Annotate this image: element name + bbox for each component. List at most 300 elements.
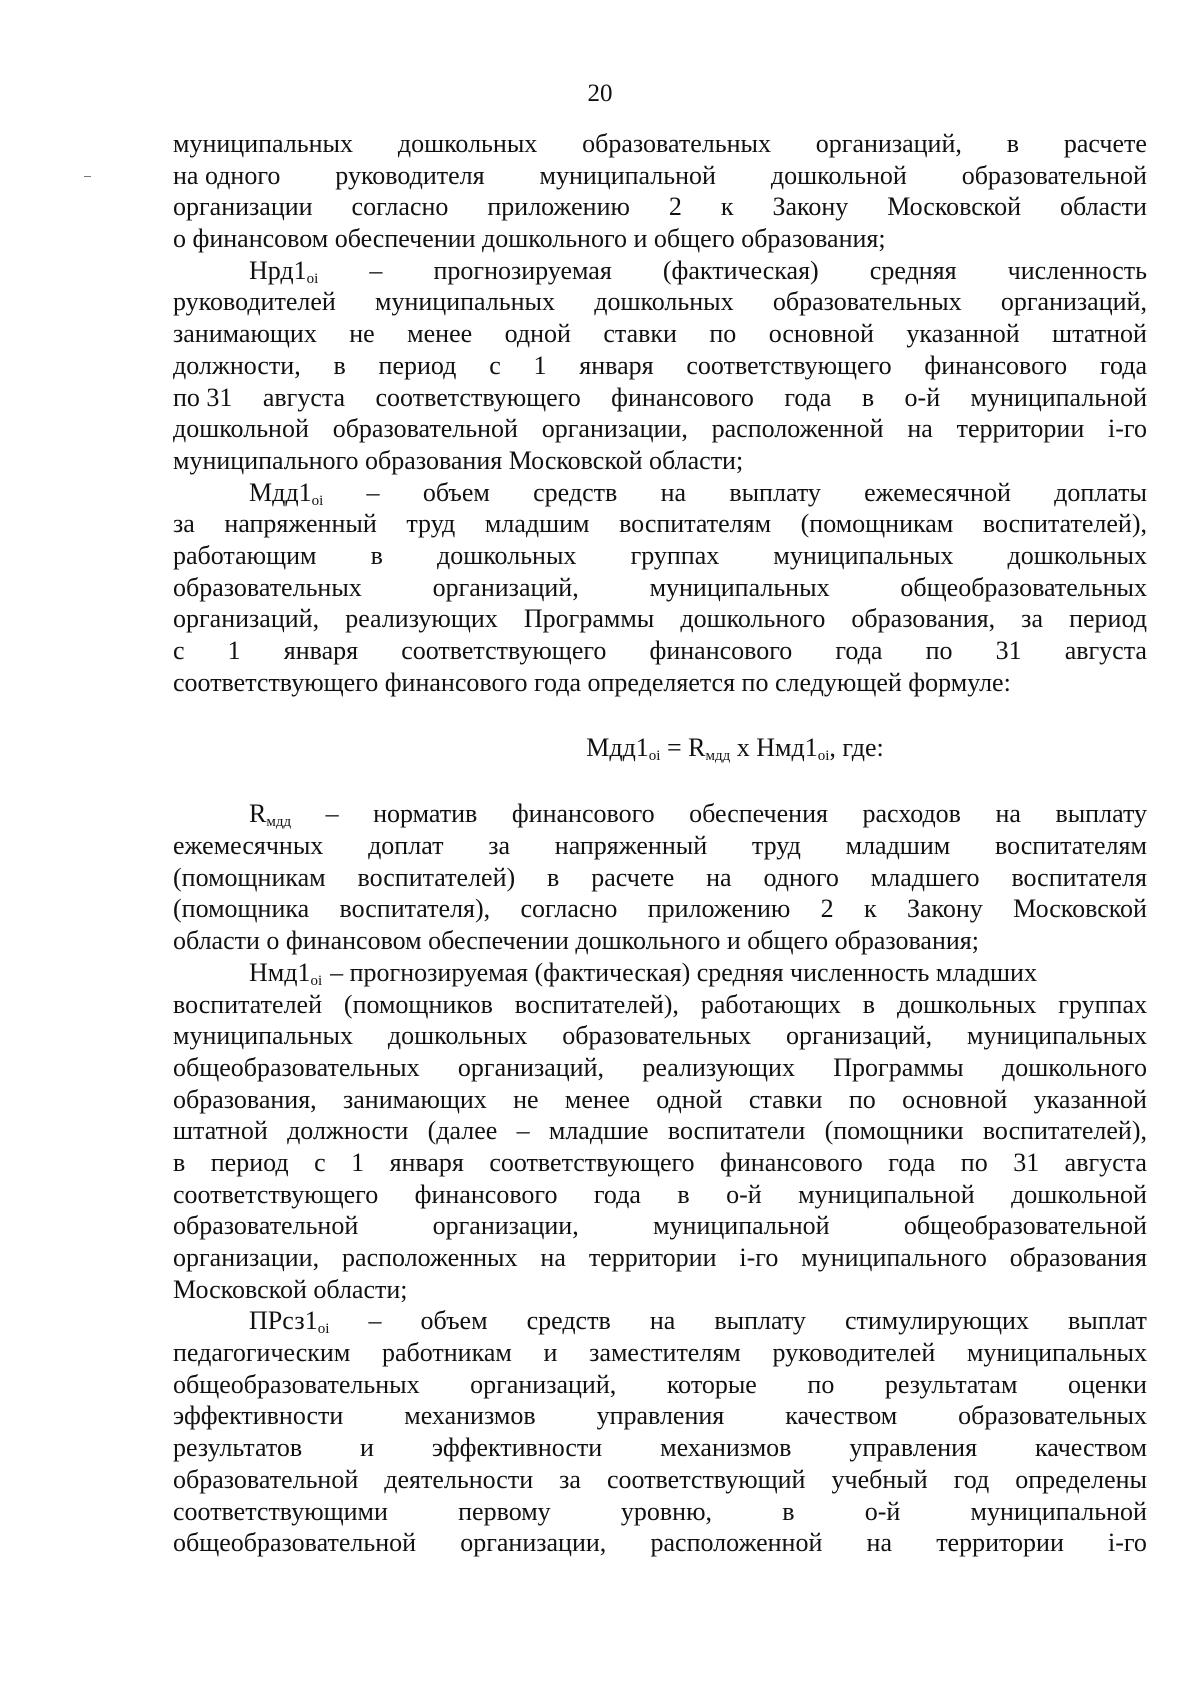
word: января <box>579 350 654 380</box>
word: дошкольной <box>1011 1179 1147 1209</box>
word: штатной <box>1052 319 1147 349</box>
word: – прогнозируемая (фактическая) средняя численность младших <box>330 957 1037 987</box>
word: финансового <box>720 1147 863 1177</box>
word: руководителя <box>335 160 485 190</box>
text-line <box>173 540 1147 572</box>
word: Московской <box>1013 894 1147 924</box>
word: образовательной <box>173 1464 359 1494</box>
word: воспитателям <box>619 509 772 539</box>
word: воспитателей), <box>982 509 1147 539</box>
word: муниципальной <box>539 160 716 190</box>
text-line <box>173 1274 1147 1306</box>
word: год <box>953 1464 990 1494</box>
word: организаций, <box>1000 287 1147 317</box>
text-line <box>173 1369 1147 1401</box>
word: образовательных <box>173 572 362 602</box>
word: работающим <box>173 540 317 570</box>
text-line <box>173 572 1147 604</box>
word: и <box>360 1433 374 1463</box>
word: расчете <box>591 862 675 892</box>
word: Московской области; <box>173 1274 408 1304</box>
word: муниципальных <box>173 129 354 158</box>
word: средняя <box>869 255 957 285</box>
word: территории <box>936 1528 1064 1558</box>
word: штатной <box>173 1116 268 1146</box>
term: R <box>688 733 706 763</box>
word: Программы <box>833 1052 964 1082</box>
word: выплату <box>729 477 821 507</box>
word: образования <box>1009 1243 1147 1272</box>
definition-line <box>173 477 1147 509</box>
word: финансового <box>649 636 793 665</box>
word: ежемесячных <box>173 831 324 861</box>
word: не <box>513 1084 539 1114</box>
word: по 31 <box>173 382 233 412</box>
text-line <box>173 925 1147 957</box>
word: указанной <box>906 319 1020 349</box>
word: Закону <box>772 192 849 222</box>
word: за <box>1021 604 1043 634</box>
word: одного <box>763 862 839 892</box>
word: воспитателя), <box>339 894 491 924</box>
word: общеобразовательной <box>903 1211 1147 1241</box>
word: расходов <box>862 799 961 829</box>
word: выплату <box>714 1306 806 1336</box>
word: организаций, <box>457 1052 605 1082</box>
word: – <box>366 477 380 507</box>
word: согласно <box>351 192 449 222</box>
word: муниципальных <box>375 287 556 317</box>
text-line <box>173 1052 1147 1084</box>
word: доплаты <box>1054 477 1147 507</box>
text-line <box>173 1337 1147 1369</box>
word: менее <box>564 1084 630 1114</box>
word: муниципальной <box>653 1211 830 1241</box>
body-text <box>173 128 1147 1559</box>
word: образовательных <box>562 1021 752 1051</box>
word: дошкольных <box>437 540 577 570</box>
text-line <box>173 989 1147 1021</box>
word: воспитатели <box>667 1116 806 1146</box>
word: – <box>325 799 339 829</box>
word: норматив <box>373 799 478 829</box>
word: младшим <box>484 509 590 539</box>
word: механизмов <box>404 1401 536 1431</box>
text-line <box>173 160 1147 192</box>
definition-line <box>173 798 1147 830</box>
word: качеством <box>785 1401 898 1431</box>
term <box>249 477 323 509</box>
word: муниципальных <box>966 1021 1147 1051</box>
word: расположенной <box>711 414 884 444</box>
word: (помощника <box>173 894 310 924</box>
word: – <box>516 1116 530 1146</box>
word: механизмов <box>660 1433 792 1463</box>
text-line <box>173 893 1147 925</box>
word: организации <box>173 192 313 222</box>
word: за <box>488 831 511 861</box>
word: организаций, <box>470 1369 617 1399</box>
term <box>249 1305 329 1337</box>
word: организации, <box>541 414 688 444</box>
text-line <box>173 862 1147 894</box>
word: – <box>369 255 383 285</box>
word: (фактическая) <box>662 255 819 285</box>
text-line <box>173 223 1147 255</box>
word: работающих <box>700 989 841 1019</box>
word: августа <box>1064 1147 1147 1177</box>
word: муниципального образования Московской области; <box>173 445 744 475</box>
word: общеобразовательных <box>173 1369 420 1399</box>
word: 2 <box>820 894 834 924</box>
word: расположенной <box>650 1528 823 1558</box>
word: с <box>173 636 185 665</box>
word: января <box>389 1147 464 1177</box>
subscript: мдд <box>266 814 292 831</box>
word: дошкольного <box>1001 1052 1147 1082</box>
subscript: oi <box>648 748 661 765</box>
word: муниципальной <box>970 382 1147 412</box>
word: дошкольных <box>594 287 734 317</box>
word: в <box>547 862 560 892</box>
word: занимающих <box>173 319 317 349</box>
text-line <box>173 1496 1147 1528</box>
word: финансового <box>924 350 1068 380</box>
text-line <box>173 1084 1147 1116</box>
text-line <box>173 603 1147 635</box>
word: и <box>543 1338 558 1368</box>
word: (далее <box>427 1116 498 1146</box>
word: первому <box>458 1496 551 1526</box>
word: эффективности <box>431 1433 603 1463</box>
word: по <box>960 1147 988 1177</box>
text-line <box>173 1527 1147 1559</box>
word: напряженный <box>224 509 377 539</box>
text-line <box>173 445 1147 477</box>
word: период <box>378 350 457 380</box>
word: на <box>866 1528 893 1558</box>
word: определены <box>1015 1464 1147 1494</box>
word: дошкольной <box>770 160 907 190</box>
word: эффективности <box>173 1401 344 1431</box>
word: реализующих <box>642 1052 795 1082</box>
word: в <box>677 1179 690 1209</box>
word: на одного <box>173 160 281 190</box>
word: обеспечения <box>689 799 828 829</box>
word: года <box>888 1147 936 1177</box>
word: 1 <box>351 1147 365 1177</box>
page-number: 20 <box>587 80 613 107</box>
word: 1 <box>533 350 547 380</box>
word: соответствующего <box>401 636 607 665</box>
word: оценки <box>1068 1369 1147 1399</box>
word: i-го <box>1108 1528 1147 1558</box>
subscript: мдд <box>705 748 731 765</box>
definition-line <box>173 255 1147 287</box>
text-line <box>173 1115 1147 1147</box>
word: должности <box>287 1116 409 1146</box>
word: образовательных <box>958 1401 1147 1431</box>
word: финансового <box>611 382 754 412</box>
word: средств <box>526 1306 611 1336</box>
word: дошкольных <box>1007 540 1147 570</box>
word: труд <box>751 831 801 861</box>
word: о финансовом обеспечении дошкольного и общего образования; <box>173 224 886 254</box>
word: августа <box>262 382 346 412</box>
word: на <box>540 1243 566 1272</box>
word: управления <box>596 1401 725 1431</box>
word: на <box>649 1306 676 1336</box>
word: организации, <box>432 1211 579 1241</box>
word: образовательных <box>772 287 962 317</box>
text-line <box>173 191 1147 223</box>
word: группах <box>1058 989 1147 1019</box>
word: организации, <box>173 1243 320 1272</box>
word: ставки <box>748 1084 823 1114</box>
word: организаций, <box>173 604 320 634</box>
word: по <box>925 636 953 665</box>
word: дошкольных <box>397 129 538 158</box>
text-line <box>173 1210 1147 1242</box>
word: в <box>333 350 346 380</box>
word: дошкольных <box>896 989 1037 1019</box>
scan-mark <box>84 176 91 177</box>
word: воспитателя <box>1011 862 1147 892</box>
word: в <box>1006 129 1020 158</box>
text-line <box>173 830 1147 862</box>
word: результатам <box>884 1369 1018 1399</box>
word: по <box>807 1369 835 1399</box>
word: о-й <box>864 1496 901 1526</box>
word: соответствующего финансового года определяется по следующей формуле: <box>173 667 1011 697</box>
word: муниципального <box>801 1243 987 1272</box>
word: территории <box>956 414 1085 444</box>
word: ставки <box>603 319 677 349</box>
word: доплат <box>368 831 444 861</box>
word: результатов <box>173 1433 303 1463</box>
word: период <box>1069 604 1147 634</box>
word: труд <box>406 509 456 539</box>
word: территории <box>588 1243 717 1272</box>
word: одной <box>656 1084 723 1114</box>
word: на <box>660 477 687 507</box>
word: младшим <box>845 831 951 861</box>
subscript: oi <box>310 972 323 989</box>
word: общеобразовательных <box>173 1052 420 1082</box>
word: (помощников <box>343 989 493 1019</box>
word: педагогическим <box>173 1338 351 1368</box>
word: работникам <box>381 1338 512 1368</box>
word: области <box>1060 192 1147 222</box>
text-line <box>173 413 1147 445</box>
word: августа <box>1064 636 1147 665</box>
word: прогнозируемая <box>433 255 612 285</box>
text-line <box>173 1179 1147 1211</box>
term: х <box>736 733 750 763</box>
word: младшие <box>548 1116 649 1146</box>
word: выплат <box>1068 1306 1147 1336</box>
word: напряженный <box>554 831 708 861</box>
word: менее <box>407 319 473 349</box>
word: образовательных <box>582 129 771 158</box>
word: соответствующий <box>607 1464 806 1494</box>
term <box>249 957 322 989</box>
word: расположенных <box>342 1243 518 1272</box>
word: образовательной <box>173 1211 359 1241</box>
word: организации, <box>460 1528 607 1558</box>
word: на <box>706 862 732 892</box>
word: организаций, <box>815 129 962 158</box>
word: воспитателям <box>994 831 1147 861</box>
word: младшего <box>870 862 980 892</box>
text-line <box>173 1464 1147 1496</box>
text-line <box>173 1432 1147 1464</box>
term <box>249 255 318 287</box>
word: Закону <box>906 894 983 924</box>
word: которые <box>666 1369 757 1399</box>
term: , где: <box>829 733 884 763</box>
word: финансового <box>511 799 655 829</box>
word: о-й <box>726 1179 762 1209</box>
word: – <box>368 1306 382 1336</box>
text-line <box>173 382 1147 414</box>
text-line <box>173 1147 1147 1179</box>
word: за <box>173 509 195 539</box>
word: не <box>349 319 375 349</box>
word: Московской <box>887 192 1022 222</box>
word: i-го <box>739 1243 779 1272</box>
symbol: Мдд1 <box>249 477 312 507</box>
word: средств <box>533 477 618 507</box>
word: дошкольного <box>680 604 826 634</box>
word: области о финансовом обеспечении дошкольного и общего образования; <box>173 926 979 956</box>
word: соответствующего <box>375 382 581 412</box>
word: года <box>835 636 883 665</box>
word: года <box>593 1179 641 1209</box>
word: к <box>863 894 877 924</box>
word: воспитателей), <box>514 989 679 1019</box>
word: на <box>907 414 933 444</box>
word: i-го <box>1108 414 1147 444</box>
word: приложению <box>487 192 630 222</box>
word: руководителей <box>772 1338 936 1368</box>
word: общеобразовательной <box>173 1528 417 1558</box>
word: в <box>861 382 875 412</box>
word: уровню, <box>620 1496 712 1526</box>
word: управления <box>849 1433 978 1463</box>
word: организаций, <box>785 1021 933 1051</box>
word: муниципальных <box>173 1021 354 1051</box>
word: года <box>1099 350 1147 380</box>
word: объем <box>422 477 490 507</box>
word: года <box>784 382 832 412</box>
word: в <box>370 540 383 570</box>
term: Мдд1 <box>586 733 649 763</box>
word: руководителей <box>173 287 336 317</box>
subscript: oi <box>311 492 324 509</box>
term <box>249 798 291 830</box>
symbol: Нрд1 <box>249 255 307 285</box>
word: ежемесячной <box>864 477 1011 507</box>
text-line <box>173 1400 1147 1432</box>
word: муниципальных <box>966 1338 1147 1368</box>
word: занимающих <box>342 1084 487 1114</box>
text-line <box>173 667 1147 699</box>
word: соответствующими <box>173 1496 388 1526</box>
word: реализующих <box>345 604 498 634</box>
word: период <box>210 1147 289 1177</box>
definition-line <box>173 1305 1147 1337</box>
word: образовательной <box>332 414 518 444</box>
word: воспитателей) <box>357 862 516 892</box>
word: муниципальных <box>649 572 830 602</box>
word: (помощники <box>824 1116 964 1146</box>
text-line <box>173 635 1147 667</box>
word: учебный <box>831 1464 928 1494</box>
text-line <box>173 508 1147 540</box>
word: стимулирующих <box>844 1306 1029 1336</box>
text-line <box>173 1020 1147 1052</box>
word: дошкольной <box>173 414 309 444</box>
word: соответствующего <box>173 1179 379 1209</box>
text-line <box>173 350 1147 382</box>
word: с <box>489 350 501 380</box>
word: деятельности <box>384 1464 534 1494</box>
symbol: Нмд1 <box>249 957 311 987</box>
word: к <box>720 192 734 222</box>
word: января <box>283 636 359 665</box>
word: на <box>995 799 1021 829</box>
word: численность <box>1007 255 1147 285</box>
word: должности, <box>173 350 301 380</box>
word: муниципальной <box>798 1179 975 1209</box>
word: объем <box>420 1306 488 1336</box>
word: заместителям <box>589 1338 741 1368</box>
word: качеством <box>1034 1433 1147 1463</box>
word: 2 <box>668 192 682 222</box>
definition-line <box>173 957 1147 989</box>
word: организаций, <box>432 572 579 602</box>
word: воспитателей <box>173 989 322 1019</box>
word: общеобразовательных <box>900 572 1147 602</box>
word: одной <box>504 319 571 349</box>
word: выплату <box>1055 799 1147 829</box>
word: за <box>559 1464 581 1494</box>
word: муниципальной <box>970 1496 1147 1526</box>
text-line <box>173 318 1147 350</box>
symbol: R <box>249 799 267 829</box>
word: образовательной <box>961 160 1147 190</box>
word: образования, <box>173 1084 317 1114</box>
text-line <box>173 286 1147 318</box>
text-line <box>173 1242 1147 1274</box>
word: муниципальных <box>773 540 954 570</box>
word: воспитателей), <box>982 1116 1147 1146</box>
word: соответствующего <box>489 1147 695 1177</box>
term: Нмд1 <box>756 733 818 763</box>
subscript: oi <box>317 1321 330 1338</box>
word: в <box>782 1496 795 1526</box>
word: о-й <box>904 382 941 412</box>
word: в <box>862 989 876 1019</box>
word: соответствующего <box>686 350 892 380</box>
word: с <box>314 1147 326 1177</box>
formula <box>173 730 1147 766</box>
word: (помощникам <box>800 509 954 539</box>
word: группах <box>630 540 720 570</box>
word: по <box>709 319 737 349</box>
symbol: ПРсз1 <box>249 1306 318 1336</box>
